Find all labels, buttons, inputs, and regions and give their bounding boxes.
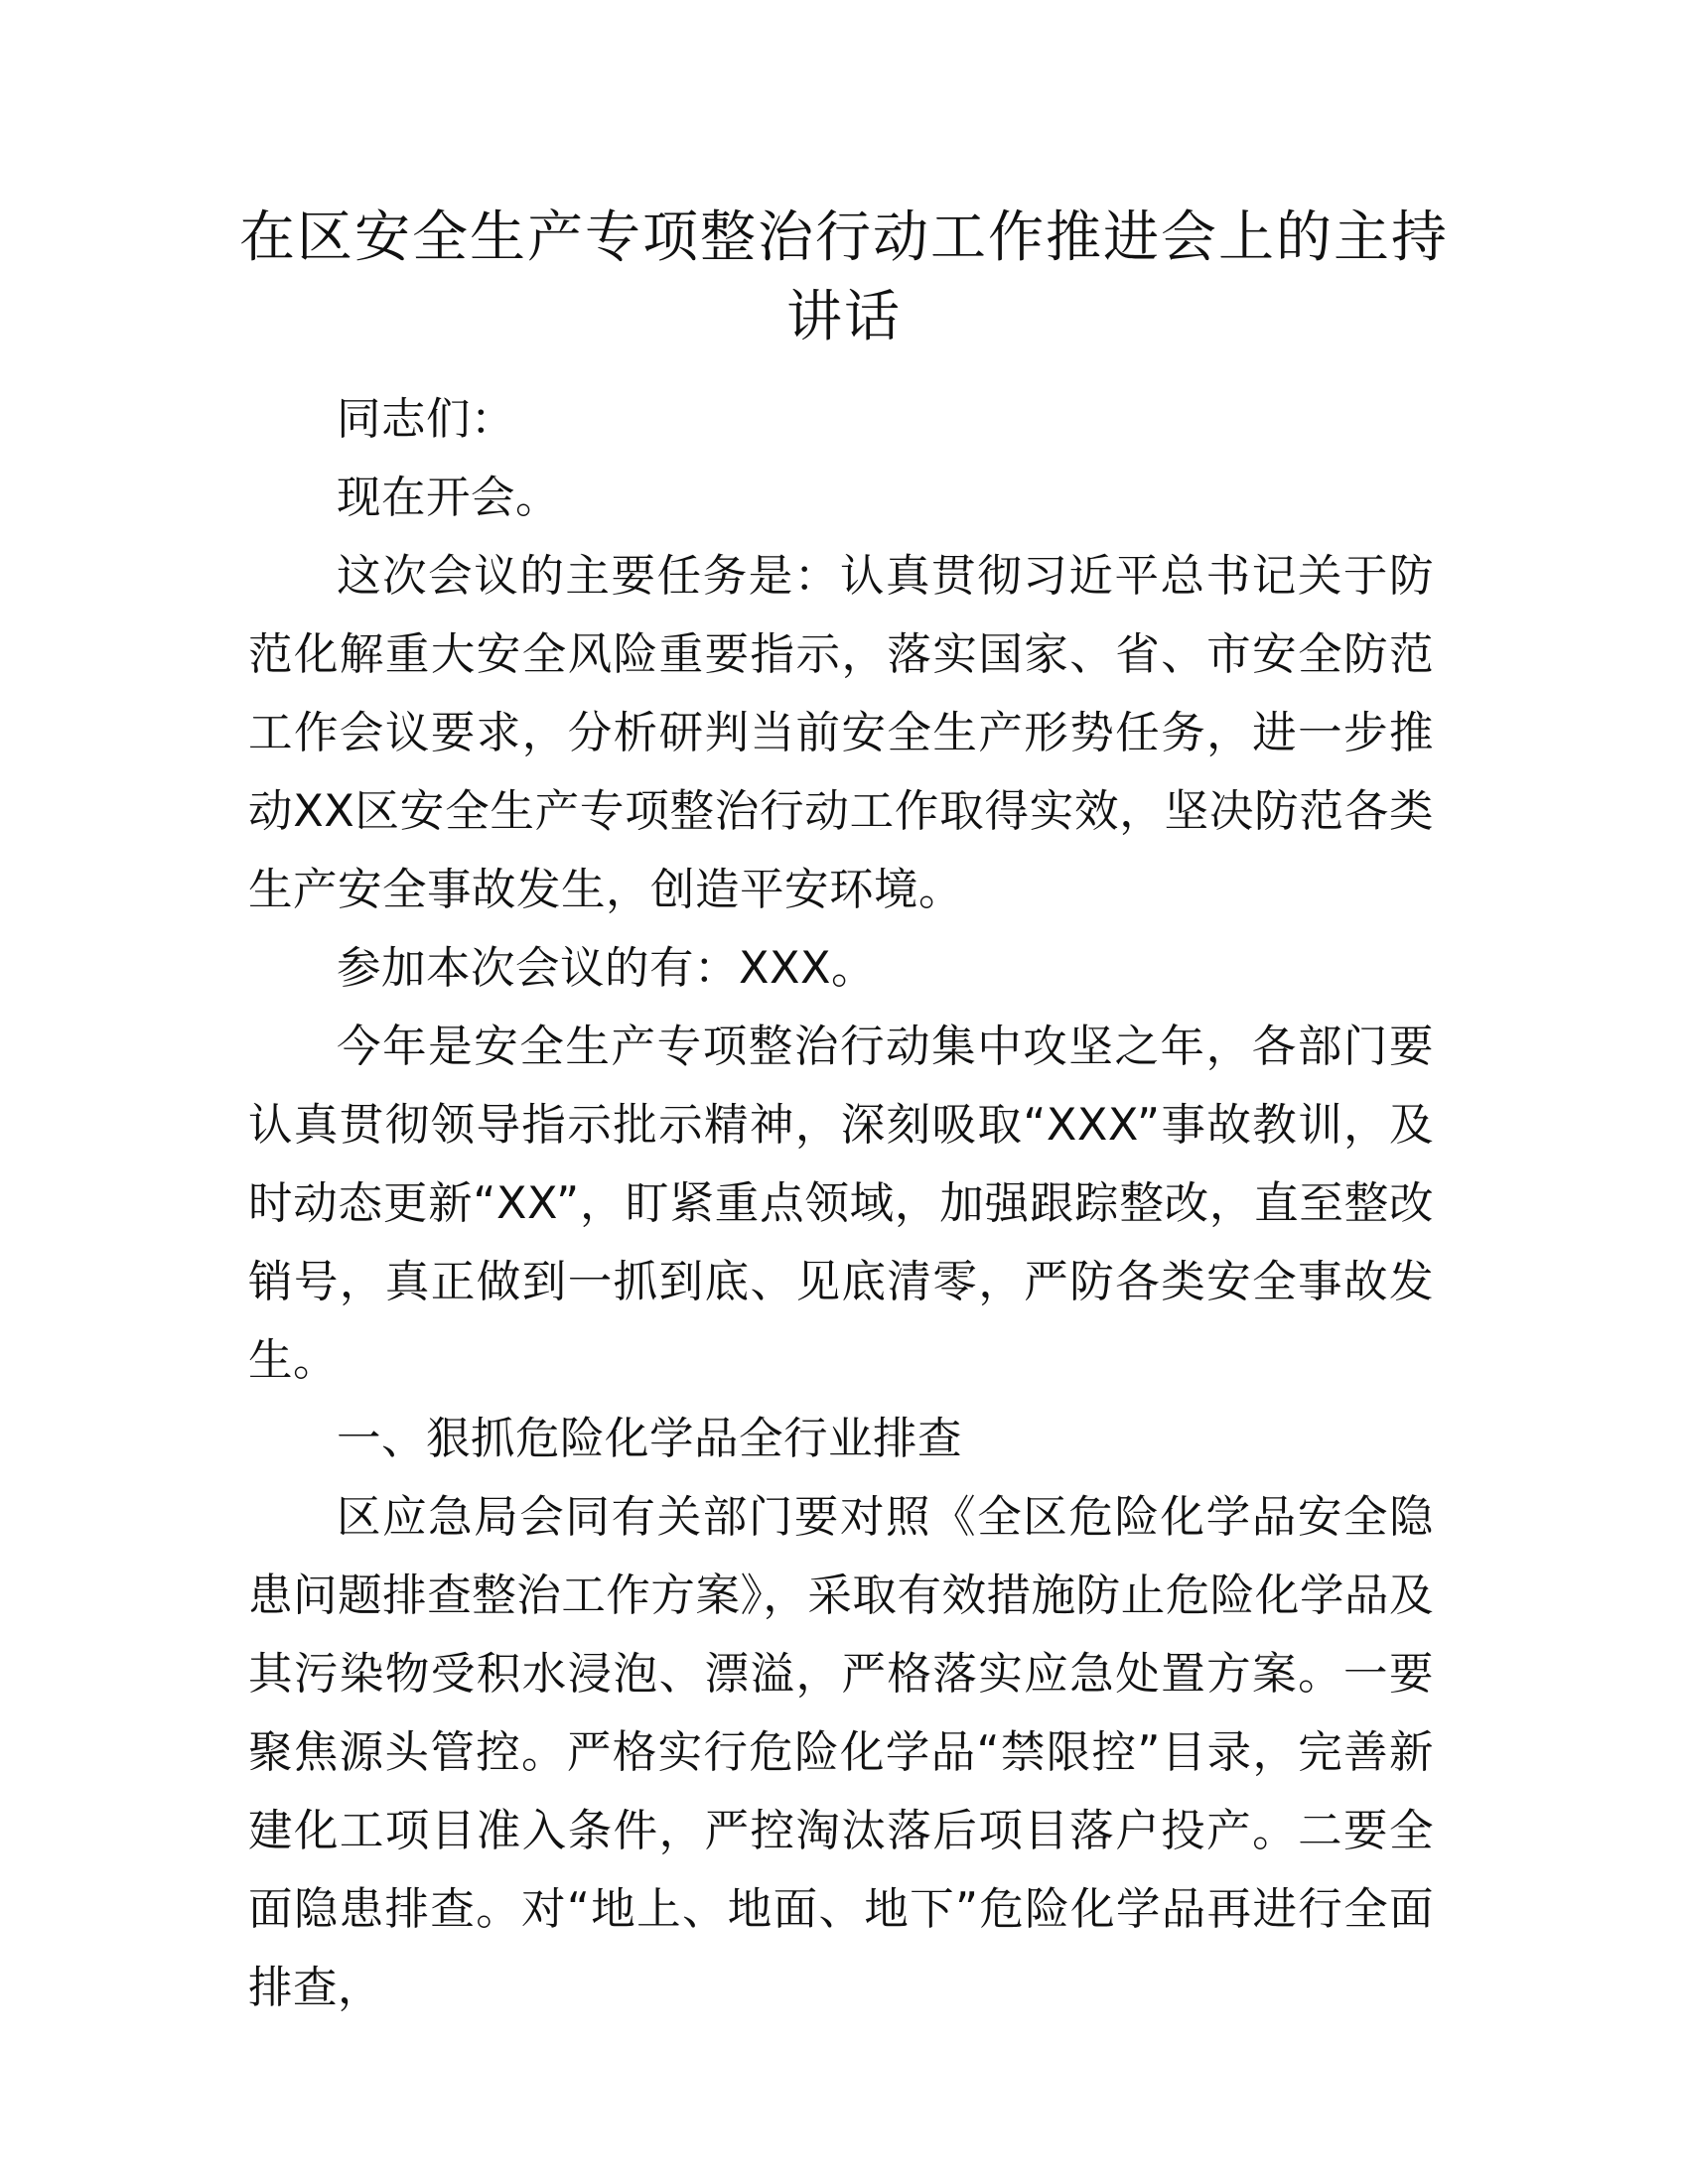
paragraph-section-1: 区应急局会同有关部门要对照《全区危险化学品安全隐患问题排查整治工作方案》，采取有效措施防止危险化学品及其污染物受积水浸泡、漂溢，严格落实应急处置方案。一要聚焦源头管控。严格实行危险化学品“禁限控”目录，完善新建化工项目准入条件，严控淘汰落后项目落户投产。二要全面隐患排查。对“地上、地面、地下”危险化学品再进行全面排查，	[248, 1492, 1434, 2013]
document-title: 在区安全生产专项整治行动工作推进会上的主持讲话	[239, 205, 1449, 349]
paragraph-this-year: 今年是安全生产专项整治行动集中攻坚之年，各部门要认真贯彻领导指示批示精神，深刻吸取“XXX”事故教训，及时动态更新“XX”，盯紧重点领域，加强跟踪整改，直至整改销号，真正做到一抓到底、见底清零，严防各类安全事故发生。	[248, 1022, 1434, 1386]
paragraph-attendees: 参加本次会议的有：XXX。	[337, 943, 876, 994]
paragraph-opening: 现在开会。	[337, 473, 561, 523]
paragraph-meeting-task: 这次会议的主要任务是：认真贯彻习近平总书记关于防范化解重大安全风险重要指示，落实国家、省、市安全防范工作会议要求，分析研判当前安全生产形势任务，进一步推动XX区安全生产专项整治行动工作取得实效，坚决防范各类生产安全事故发生，创造平安环境。	[248, 551, 1434, 915]
document-body	[248, 380, 1434, 2027]
paragraph-salutation: 同志们：	[337, 394, 516, 445]
section-heading-1: 一、狠抓危险化学品全行业排查	[337, 1414, 963, 1464]
